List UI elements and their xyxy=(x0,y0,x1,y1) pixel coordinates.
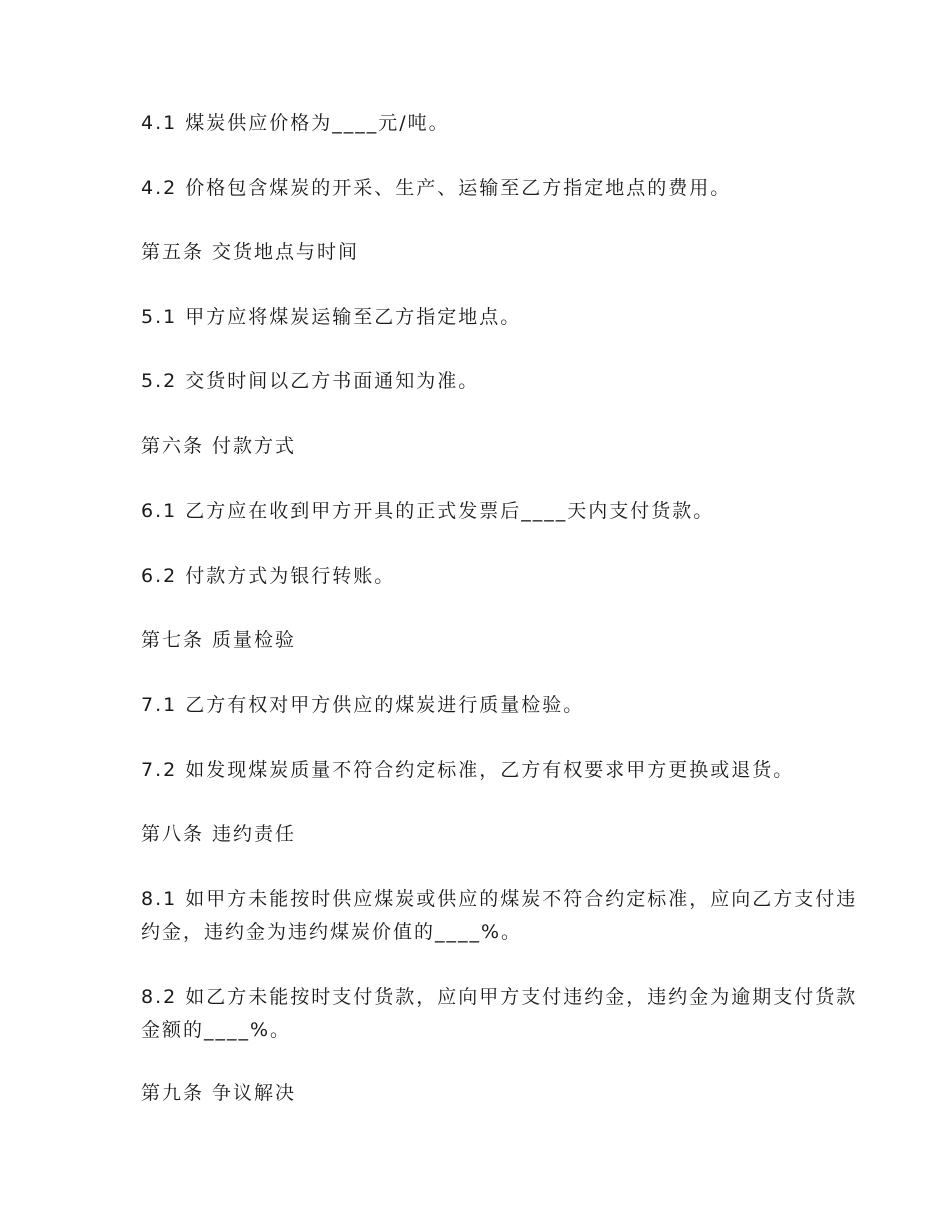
clause-6-2: 6.2 付款方式为银行转账。 xyxy=(141,565,396,587)
clause-6-1: 6.1 乙方应在收到甲方开具的正式发票后____天内支付货款。 xyxy=(141,500,715,522)
article-7-heading: 第七条 质量检验 xyxy=(141,629,297,651)
clause-7-1: 7.1 乙方有权对甲方供应的煤炭进行质量检验。 xyxy=(141,694,585,716)
clause-7-2: 7.2 如发现煤炭质量不符合约定标准，乙方有权要求甲方更换或退货。 xyxy=(141,759,795,781)
clause-5-1: 5.1 甲方应将煤炭运输至乙方指定地点。 xyxy=(141,306,522,328)
clause-4-2: 4.2 价格包含煤炭的开采、生产、运输至乙方指定地点的费用。 xyxy=(141,177,732,199)
clause-4-1: 4.1 煤炭供应价格为____元/吨。 xyxy=(141,112,450,134)
article-9-heading: 第九条 争议解决 xyxy=(141,1082,297,1104)
article-6-heading: 第六条 付款方式 xyxy=(141,435,297,457)
clause-8-1: 8.1 如甲方未能按时供应煤炭或供应的煤炭不符合约定标准，应向乙方支付违约金，违约金为违约煤炭价值的____%。 xyxy=(141,888,858,943)
clause-8-2: 8.2 如乙方未能按时支付货款，应向甲方支付违约金，违约金为逾期支付货款金额的____%。 xyxy=(141,986,858,1041)
clause-5-2: 5.2 交货时间以乙方书面通知为准。 xyxy=(141,370,480,392)
article-8-heading: 第八条 违约责任 xyxy=(141,823,297,845)
article-5-heading: 第五条 交货地点与时间 xyxy=(141,241,360,263)
